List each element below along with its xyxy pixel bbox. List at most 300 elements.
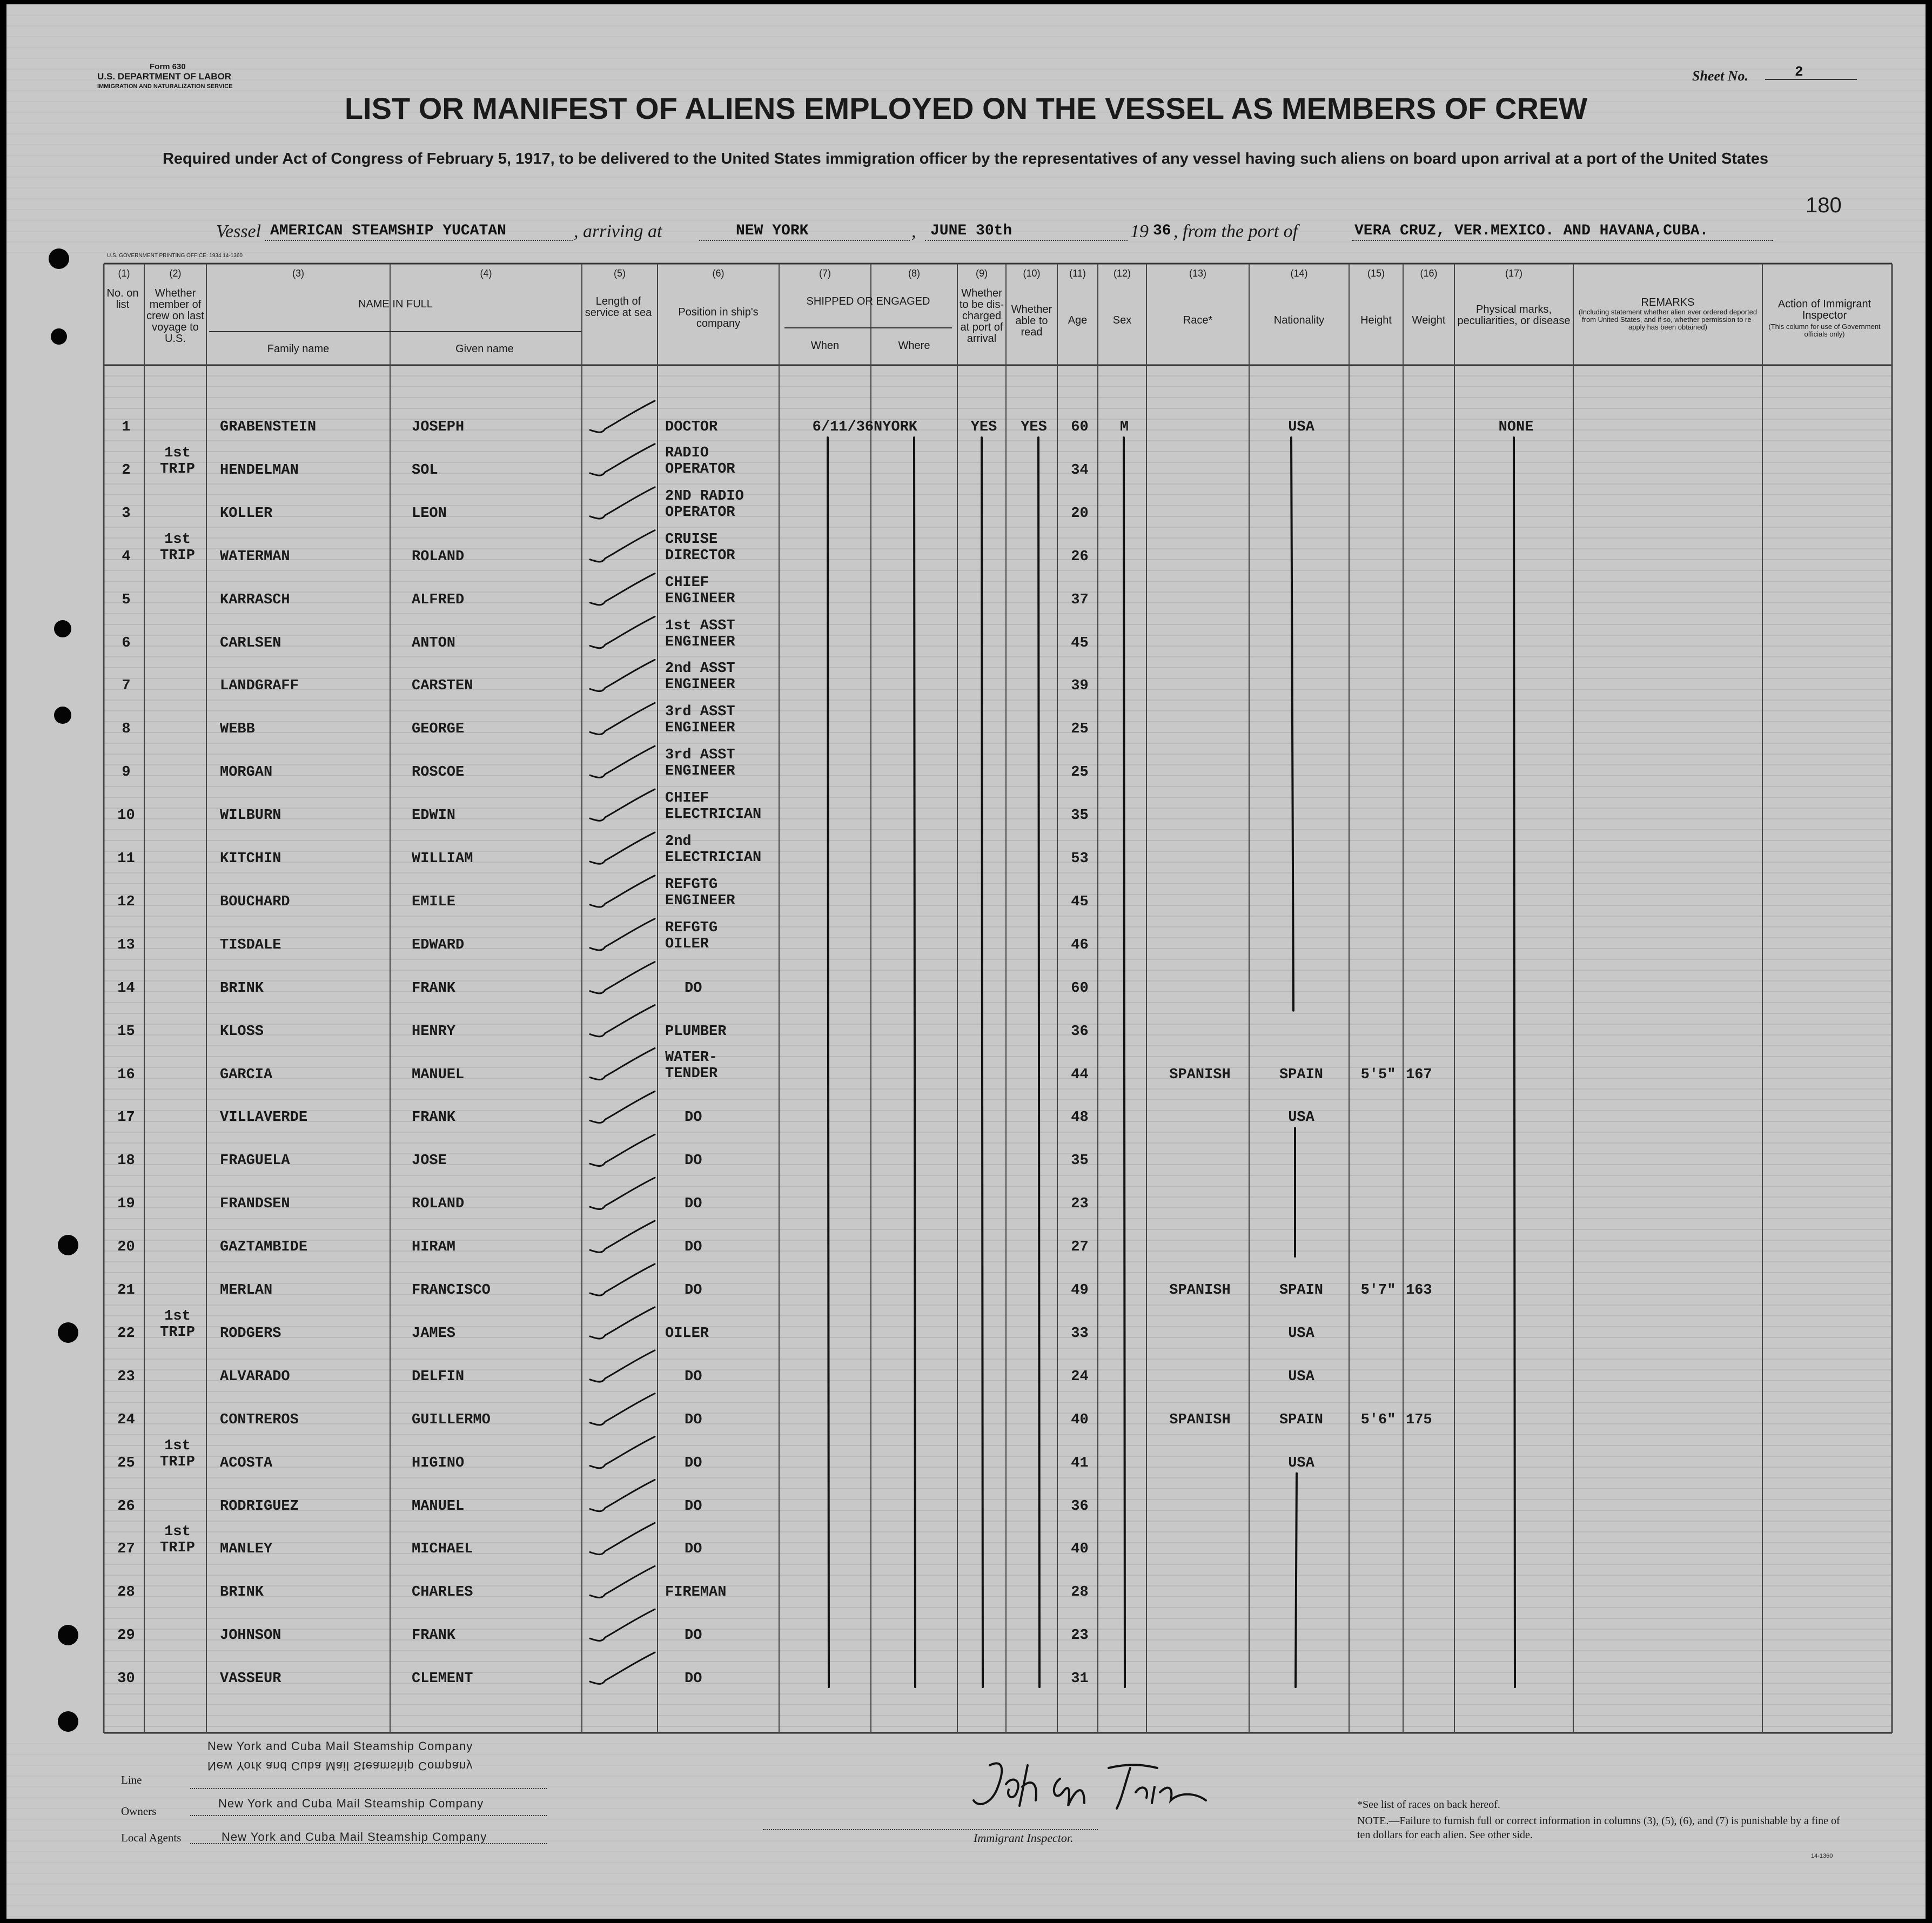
inspector-underline: [763, 1829, 1098, 1830]
age-cell: 23: [1071, 1628, 1089, 1644]
given-name-cell: CLEMENT: [412, 1671, 473, 1687]
row-number: 27: [117, 1541, 135, 1558]
position-cell-line: 2nd ASST: [665, 661, 735, 677]
position-cell-line: OPERATOR: [665, 461, 735, 478]
position-cell: DO: [685, 1110, 702, 1126]
check-mark: [590, 574, 655, 605]
nationality-cell: USA: [1288, 1325, 1314, 1342]
header-weight: Weight: [1412, 314, 1446, 326]
family-name-cell: KITCHIN: [220, 851, 281, 867]
position-cell: DO: [685, 1153, 702, 1169]
nationality-cell: USA: [1288, 419, 1314, 435]
header-where: Where: [898, 340, 930, 352]
header-name-in-full: NAME IN FULL: [358, 298, 433, 310]
header-family-name: Family name: [267, 343, 330, 355]
given-name-cell: FRANCISCO: [412, 1282, 491, 1299]
arrival-date: JUNE 30th: [930, 223, 1012, 239]
position-cell-line: REFGTG: [665, 876, 718, 893]
last-voyage-cell-line: 1st: [164, 1524, 191, 1541]
given-name-cell: JOSE: [412, 1153, 447, 1169]
nationality-cell: USA: [1288, 1455, 1314, 1471]
check-mark: [590, 789, 655, 821]
position-cell: DO: [685, 1282, 702, 1299]
age-cell: 35: [1071, 808, 1089, 824]
owners-underline: [190, 1815, 547, 1816]
column-number: (9): [976, 268, 988, 279]
family-name-cell: MANLEY: [220, 1541, 273, 1558]
given-name-cell: MICHAEL: [412, 1541, 473, 1558]
row-number: 3: [122, 505, 131, 522]
family-name-cell: CARLSEN: [220, 635, 281, 651]
column-number: (12): [1113, 268, 1131, 279]
age-cell: 23: [1071, 1196, 1089, 1213]
age-cell: 28: [1071, 1584, 1089, 1601]
weight-cell: 163: [1406, 1282, 1432, 1299]
family-name-cell: MORGAN: [220, 764, 273, 781]
check-mark: [590, 1264, 655, 1295]
column-number: (1): [118, 268, 130, 279]
given-name-cell: DELFIN: [412, 1368, 465, 1385]
service-label: IMMIGRATION AND NATURALIZATION SERVICE: [97, 83, 233, 90]
position-cell-line: 2nd: [665, 833, 692, 850]
age-cell: 35: [1071, 1153, 1089, 1169]
header-sex: Sex: [1112, 314, 1132, 326]
printing-office: U.S. GOVERNMENT PRINTING OFFICE: 1934 14-1360: [107, 253, 243, 259]
position-cell-line: DIRECTOR: [665, 547, 735, 564]
year-suffix: 36: [1153, 223, 1171, 239]
weight-cell: 167: [1406, 1066, 1432, 1083]
position-cell-line: CHIEF: [665, 574, 709, 591]
able-to-read-cell: YES: [1021, 419, 1047, 435]
row-number: 7: [122, 678, 131, 695]
family-name-cell: ACOSTA: [220, 1455, 273, 1471]
given-name-cell: MANUEL: [412, 1066, 465, 1083]
inspector-label: Immigrant Inspector.: [974, 1831, 1074, 1845]
nationality-cell: USA: [1288, 1368, 1314, 1385]
position-cell-line: CHIEF: [665, 790, 709, 807]
age-cell: 27: [1071, 1239, 1089, 1256]
position-cell-line: ENGINEER: [665, 763, 735, 780]
age-cell: 31: [1071, 1671, 1089, 1687]
family-name-cell: RODGERS: [220, 1325, 281, 1342]
check-mark: [590, 746, 655, 777]
family-name-cell: KARRASCH: [220, 591, 290, 608]
marks-ditto-line: [1514, 438, 1515, 1687]
given-name-cell: MANUEL: [412, 1498, 465, 1515]
row-number: 4: [122, 548, 131, 565]
age-cell: 46: [1071, 937, 1089, 953]
position-cell-line: ENGINEER: [665, 720, 735, 737]
read-ditto-line: [1038, 438, 1039, 1687]
age-cell: 40: [1071, 1411, 1089, 1428]
age-cell: 49: [1071, 1282, 1089, 1299]
physical-marks-cell: NONE: [1498, 419, 1534, 435]
last-voyage-cell-line: TRIP: [160, 461, 195, 478]
header-height: Height: [1360, 314, 1392, 326]
check-mark: [590, 1048, 655, 1080]
given-name-cell: FRANK: [412, 980, 456, 997]
position-cell-line: CRUISE: [665, 531, 718, 548]
column-number: (16): [1420, 268, 1438, 279]
given-name-cell: FRANK: [412, 1628, 456, 1644]
age-cell: 26: [1071, 548, 1089, 565]
given-name-cell: EDWARD: [412, 937, 465, 953]
row-number: 8: [122, 721, 131, 738]
position-cell: DO: [685, 1411, 702, 1428]
check-mark: [590, 1134, 655, 1166]
race-cell: SPANISH: [1169, 1066, 1231, 1083]
position-cell: PLUMBER: [665, 1023, 727, 1040]
position-cell-line: REFGTG: [665, 919, 718, 936]
given-name-cell: HIGINO: [412, 1455, 465, 1471]
header-remarks: REMARKS: [1641, 297, 1695, 308]
last-voyage-cell-line: 1st: [164, 1308, 191, 1324]
row-number: 1: [122, 419, 131, 435]
manifest-sheet: [6, 4, 1926, 1919]
age-cell: 34: [1071, 462, 1089, 479]
nationality-cell: SPAIN: [1279, 1282, 1323, 1299]
position-cell-line: TENDER: [665, 1065, 718, 1082]
column-number: (10): [1023, 268, 1041, 279]
check-mark: [590, 1307, 655, 1339]
position-cell-line: ELECTRICIAN: [665, 806, 762, 823]
row-number: 29: [117, 1628, 135, 1644]
header-given-name: Given name: [455, 343, 514, 355]
position-cell: DO: [685, 1196, 702, 1213]
line-underline: [190, 1788, 547, 1789]
check-mark: [590, 1523, 655, 1554]
position-cell-line: 1st ASST: [665, 617, 735, 634]
column-number: (4): [480, 268, 492, 279]
family-name-cell: TISDALE: [220, 937, 281, 953]
when-ditto-line: [828, 438, 829, 1687]
row-number: 13: [117, 937, 135, 953]
header-age: Age: [1068, 314, 1088, 326]
header-nationality: Nationality: [1273, 314, 1325, 326]
position-cell-line: ENGINEER: [665, 634, 735, 650]
family-name-cell: RODRIGUEZ: [220, 1498, 299, 1515]
position-cell: DO: [685, 1239, 702, 1256]
family-name-cell: GRABENSTEIN: [220, 419, 317, 435]
check-mark: [590, 1221, 655, 1252]
sheet-number: 2: [1795, 64, 1803, 80]
note-text: —Failure to furnish full or correct information in columns (3), (5), (6), and (7) is punishable by a fine of ten dollars for each alien. See other side.: [1357, 1815, 1840, 1841]
position-cell: DO: [685, 1628, 702, 1644]
given-name-cell: ROLAND: [412, 1196, 465, 1213]
nationality-ditto-line: [1291, 438, 1293, 1011]
given-name-cell: LEON: [412, 505, 447, 522]
column-number: (15): [1367, 268, 1385, 279]
weight-cell: 175: [1406, 1411, 1432, 1428]
age-cell: 48: [1071, 1110, 1089, 1126]
header-when: When: [810, 340, 840, 352]
arriving-port: NEW YORK: [736, 223, 809, 239]
family-name-cell: GAZTAMBIDE: [220, 1239, 308, 1256]
given-name-cell: FRANK: [412, 1110, 456, 1126]
family-name-cell: KOLLER: [220, 505, 273, 522]
row-number: 22: [117, 1325, 135, 1342]
header-no-on-list: No. on list: [106, 287, 139, 311]
form-number: Form 630: [150, 62, 186, 71]
age-cell: 36: [1071, 1023, 1089, 1040]
row-number: 12: [117, 893, 135, 910]
page-subtitle: Required under Act of Congress of February 5, 1917, to be delivered to the United States immigration officer by the representatives of any vessel having such aliens on board upon arrival at a port of the United States: [162, 150, 1769, 167]
check-mark: [590, 487, 655, 519]
check-mark: [590, 617, 655, 648]
given-name-cell: WILLIAM: [412, 851, 473, 867]
family-name-cell: CONTREROS: [220, 1411, 299, 1428]
family-name-cell: JOHNSON: [220, 1628, 281, 1644]
position-cell-line: WATER-: [665, 1049, 718, 1066]
race-note: *See list of races on back hereof.: [1357, 1799, 1500, 1811]
agents-underline: [190, 1843, 547, 1844]
row-number: 18: [117, 1153, 135, 1169]
family-name-cell: LANDGRAFF: [220, 678, 299, 695]
position-cell: DO: [685, 1498, 702, 1515]
position-cell: DOCTOR: [665, 419, 718, 435]
age-cell: 45: [1071, 635, 1089, 651]
check-mark: [590, 1394, 655, 1425]
family-name-cell: VASSEUR: [220, 1671, 281, 1687]
header-length-service: Length of service at sea: [585, 295, 652, 319]
given-name-cell: JAMES: [412, 1325, 456, 1342]
row-number: 28: [117, 1584, 135, 1601]
check-mark: [590, 832, 655, 864]
family-name-cell: BRINK: [220, 980, 264, 997]
age-cell: 20: [1071, 505, 1089, 522]
row-number: 19: [117, 1196, 135, 1213]
position-cell: DO: [685, 1671, 702, 1687]
family-name-cell: WATERMAN: [220, 548, 290, 565]
row-number: 16: [117, 1066, 135, 1083]
age-cell: 36: [1071, 1498, 1089, 1515]
position-cell: OILER: [665, 1325, 709, 1342]
from-label: , from the port of: [1173, 221, 1298, 241]
header-shipped-engaged: SHIPPED OR ENGAGED: [806, 295, 930, 307]
header-action-inspector: Action of Immigrant Inspector: [1777, 298, 1871, 321]
from-port: VERA CRUZ, VER.MEXICO. AND HAVANA,CUBA.: [1354, 223, 1709, 239]
check-mark: [590, 444, 655, 475]
given-name-cell: ROSCOE: [412, 764, 465, 781]
row-number: 25: [117, 1455, 135, 1471]
row-number: 6: [122, 635, 131, 651]
race-cell: SPANISH: [1169, 1411, 1231, 1428]
family-name-cell: ALVARADO: [220, 1368, 290, 1385]
row-number: 5: [122, 591, 131, 608]
age-cell: 33: [1071, 1325, 1089, 1342]
sex-ditto-line: [1124, 438, 1125, 1687]
age-cell: 25: [1071, 721, 1089, 738]
position-cell-line: OILER: [665, 936, 709, 952]
family-name-cell: MERLAN: [220, 1282, 273, 1299]
nationality-cell: USA: [1288, 1110, 1314, 1126]
shipped-where-cell: NYORK: [874, 419, 918, 435]
position-cell-line: RADIO: [665, 445, 709, 461]
family-name-cell: FRAGUELA: [220, 1153, 290, 1169]
age-cell: 37: [1071, 591, 1089, 608]
row-number: 15: [117, 1023, 135, 1040]
comma: ,: [911, 221, 916, 241]
column-number: (3): [292, 268, 304, 279]
check-mark: [590, 401, 655, 432]
row-number: 2: [122, 462, 131, 479]
given-name-cell: CARSTEN: [412, 678, 473, 695]
position-cell: DO: [685, 1541, 702, 1558]
vessel-label: Vessel: [216, 221, 261, 241]
note-label: NOTE.: [1357, 1815, 1389, 1827]
check-mark: [590, 1005, 655, 1037]
age-cell: 45: [1071, 893, 1089, 910]
print-code: 14-1360: [1811, 1853, 1833, 1859]
column-number: (8): [908, 268, 920, 279]
header-position: Position in ship's company: [678, 306, 759, 330]
row-number: 24: [117, 1411, 135, 1428]
position-cell-line: 2ND RADIO: [665, 488, 744, 505]
check-mark: [590, 1350, 655, 1382]
check-mark: [590, 876, 655, 907]
department-label: U.S. DEPARTMENT OF LABOR: [97, 71, 232, 82]
family-name-cell: WILBURN: [220, 808, 281, 824]
position-cell-line: 3rd ASST: [665, 704, 735, 721]
where-ditto-line: [914, 438, 915, 1687]
nationality-cell: SPAIN: [1279, 1066, 1323, 1083]
age-cell: 44: [1071, 1066, 1089, 1083]
column-number: (5): [614, 268, 626, 279]
height-cell: 5'7": [1360, 1282, 1396, 1299]
given-name-cell: ROLAND: [412, 548, 465, 565]
agents-stamp: New York and Cuba Mail Steamship Company: [222, 1830, 487, 1844]
last-voyage-cell-line: TRIP: [160, 1540, 195, 1557]
position-cell-line: ENGINEER: [665, 677, 735, 694]
nationality-cell: SPAIN: [1279, 1411, 1323, 1428]
height-cell: 5'6": [1360, 1411, 1396, 1428]
height-cell: 5'5": [1360, 1066, 1396, 1083]
sheet-label: Sheet No.: [1692, 68, 1748, 84]
year-prefix: 19: [1130, 221, 1149, 241]
given-name-cell: JOSEPH: [412, 419, 465, 435]
line-label: Line: [121, 1773, 142, 1786]
row-number: 20: [117, 1239, 135, 1256]
column-number: (17): [1505, 268, 1522, 279]
agents-label: Local Agents: [121, 1831, 182, 1844]
check-mark: [590, 1566, 655, 1597]
arriving-label: , arriving at: [574, 221, 662, 241]
check-mark: [590, 660, 655, 691]
check-mark: [590, 1609, 655, 1640]
header-able-to-read: Whether able to read: [1011, 304, 1052, 338]
page-title: LIST OR MANIFEST OF ALIENS EMPLOYED ON THE VESSEL AS MEMBERS OF CREW: [344, 91, 1588, 125]
row-number: 10: [117, 808, 135, 824]
header-member-last-voyage: Whether member of crew on last voyage to U.S.: [146, 287, 204, 345]
header-physical-marks: Physical marks, peculiarities, or disease: [1457, 304, 1571, 327]
column-number: (6): [712, 268, 725, 279]
row-number: 17: [117, 1110, 135, 1126]
line-stamp-mirrored: New York and Cuba Mail Steamship Company: [207, 1759, 473, 1773]
column-number: (11): [1069, 268, 1086, 279]
position-cell: FIREMAN: [665, 1584, 727, 1601]
age-cell: 41: [1071, 1455, 1089, 1471]
position-cell-line: ELECTRICIAN: [665, 850, 762, 866]
family-name-cell: HENDELMAN: [220, 462, 299, 479]
check-mark: [590, 530, 655, 562]
position-cell-line: OPERATOR: [665, 504, 735, 521]
row-number: 21: [117, 1282, 135, 1299]
last-voyage-cell-line: TRIP: [160, 1454, 195, 1470]
family-name-cell: VILLAVERDE: [220, 1110, 308, 1126]
age-cell: 60: [1071, 419, 1089, 435]
owners-stamp: New York and Cuba Mail Steamship Company: [218, 1797, 484, 1810]
position-cell: DO: [685, 1455, 702, 1471]
position-cell-line: ENGINEER: [665, 590, 735, 607]
check-mark: [590, 1178, 655, 1209]
last-voyage-cell-line: TRIP: [160, 1324, 195, 1341]
age-cell: 25: [1071, 764, 1089, 781]
nationality-ditto-line: [1296, 1474, 1297, 1687]
discharged-cell: YES: [970, 419, 997, 435]
line-stamp: New York and Cuba Mail Steamship Company: [207, 1739, 473, 1753]
family-name-cell: GARCIA: [220, 1066, 273, 1083]
column-number: (13): [1189, 268, 1206, 279]
given-name-cell: EDWIN: [412, 808, 456, 824]
check-mark: [590, 1091, 655, 1122]
given-name-cell: HIRAM: [412, 1239, 456, 1256]
row-number: 26: [117, 1498, 135, 1515]
row-number: 30: [117, 1671, 135, 1687]
column-number: (14): [1290, 268, 1308, 279]
check-mark: [590, 703, 655, 734]
header-race: Race*: [1183, 314, 1213, 326]
shipped-when-cell: 6/11/36: [812, 419, 874, 435]
last-voyage-cell-line: TRIP: [160, 547, 195, 564]
sex-cell: M: [1119, 419, 1129, 435]
column-number: (7): [819, 268, 831, 279]
vessel-name: AMERICAN STEAMSHIP YUCATAN: [270, 223, 506, 239]
last-voyage-cell-line: 1st: [164, 531, 191, 548]
last-voyage-cell-line: 1st: [164, 445, 191, 461]
check-mark: [590, 1652, 655, 1684]
age-cell: 40: [1071, 1541, 1089, 1558]
given-name-cell: SOL: [412, 462, 438, 479]
position-cell: DO: [685, 1368, 702, 1385]
family-name-cell: BOUCHARD: [220, 893, 290, 910]
check-mark: [590, 962, 655, 993]
given-name-cell: ANTON: [412, 635, 456, 651]
action-note: (This column for use of Government officials only): [1768, 322, 1881, 338]
age-cell: 53: [1071, 851, 1089, 867]
position-cell: DO: [685, 980, 702, 997]
fine-note: [1357, 1814, 1854, 1842]
race-cell: SPANISH: [1169, 1282, 1231, 1299]
given-name-cell: GEORGE: [412, 721, 465, 738]
given-name-cell: EMILE: [412, 893, 456, 910]
owners-label: Owners: [121, 1805, 157, 1818]
given-name-cell: GUILLERMO: [412, 1411, 491, 1428]
family-name-cell: KLOSS: [220, 1023, 264, 1040]
family-name-cell: WEBB: [220, 721, 255, 738]
row-number: 9: [122, 764, 131, 781]
position-cell-line: 3rd ASST: [665, 747, 735, 764]
last-voyage-cell-line: 1st: [164, 1437, 191, 1454]
given-name-cell: CHARLES: [412, 1584, 473, 1601]
header-discharged: Whether to be dis-charged at port of arrival: [959, 287, 1004, 345]
row-number: 23: [117, 1368, 135, 1385]
check-mark: [590, 919, 655, 950]
inspector-signature: [968, 1754, 1238, 1825]
check-mark: [590, 1437, 655, 1468]
page-number: 180: [1806, 193, 1842, 217]
family-name-cell: BRINK: [220, 1584, 264, 1601]
column-number: (2): [169, 268, 182, 279]
